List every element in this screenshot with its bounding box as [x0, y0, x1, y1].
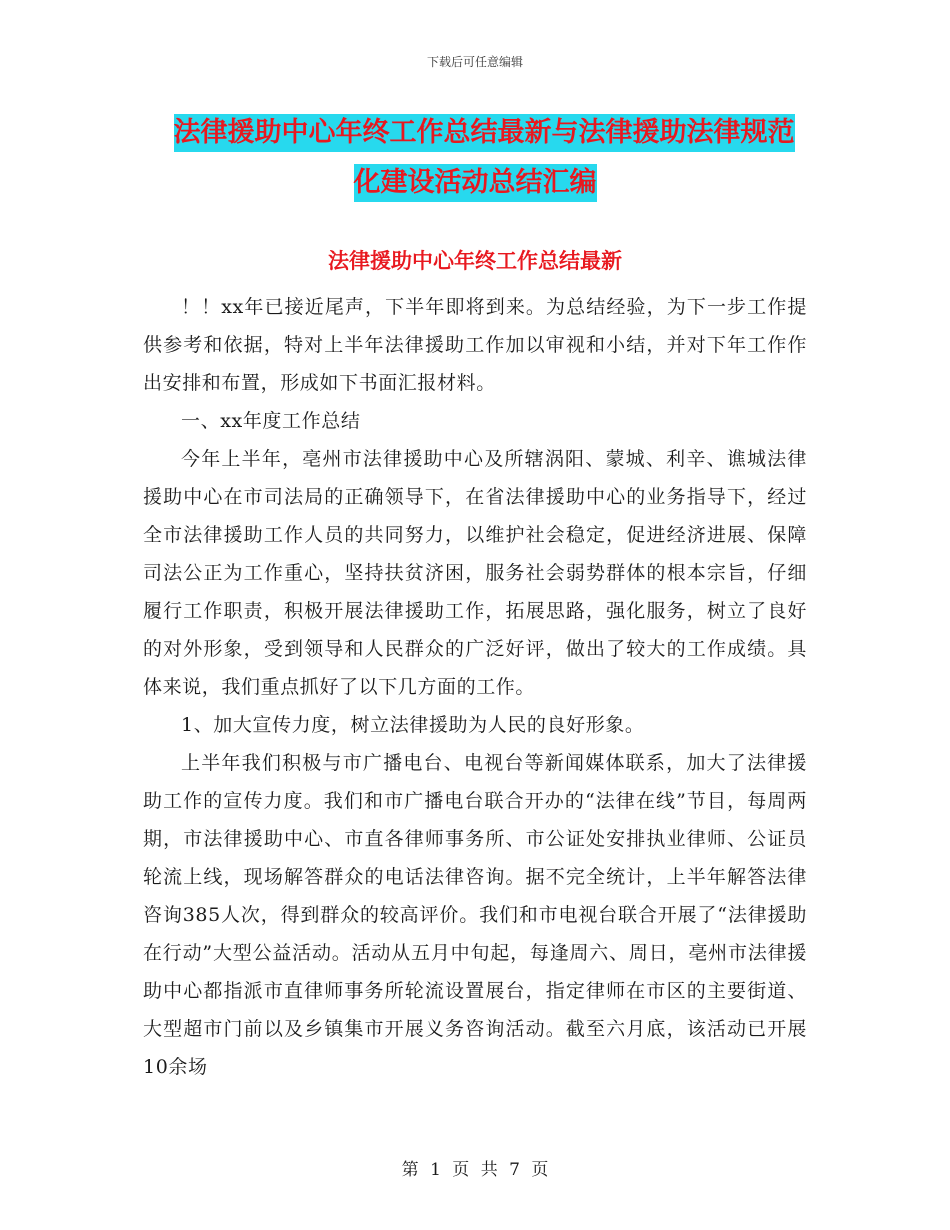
paragraph-intro: ！！xx年已接近尾声，下半年即将到来。为总结经验，为下一步工作提供参考和依据，特对上半年法律援助工作加以审视和小结，并对下年工作作出安排和布置，形成如下书面汇报材料。 — [143, 296, 807, 394]
page-header-note: 下载后可任意编辑 — [426, 55, 523, 69]
document-title-line-2: 化建设活动总结汇编 — [354, 164, 597, 202]
section-title: 法律援助中心年终工作总结最新 — [328, 249, 622, 273]
page-number: 第 1 页 共 7 页 — [401, 1160, 549, 1180]
document-title-line-1: 法律援助中心年终工作总结最新与法律援助法律规范 — [174, 114, 795, 152]
document-title — [0, 108, 950, 208]
heading-publicity: 1、加大宣传力度，树立法律援助为人民的良好形象。 — [181, 714, 645, 736]
document-body — [143, 288, 807, 1086]
paragraph-overview: 今年上半年，亳州市法律援助中心及所辖涡阳、蒙城、利辛、谯城法律援助中心在市司法局的正确领导下，在省法律援助中心的业务指导下，经过全市法律援助工作人员的共同努力，以维护社会稳定，促进经济进展、保障司法公正为工作重心，坚持扶贫济困，服务社会弱势群体的根本宗旨，仔细履行工作职责，积极开展法律援助工作，拓展思路，强化服务，树立了良好的对外形象，受到领导和人民群众的广泛好评，做出了较大的工作成绩。具体来说，我们重点抓好了以下几方面的工作。 — [143, 448, 807, 698]
paragraph-publicity: 上半年我们积极与市广播电台、电视台等新闻媒体联系，加大了法律援助工作的宣传力度。我们和市广播电台联合开办的“法律在线”节目，每周两期，市法律援助中心、市直各律师事务所、市公证处安排执业律师、公证员轮流上线，现场解答群众的电话法律咨询。据不完全统计，上半年解答法律咨询385人次，得到群众的较高评价。我们和市电视台联合开展了“法律援助在行动”大型公益活动。活动从五月中旬起，每逢周六、周日，亳州市法律援助中心都指派市直律师事务所轮流设置展台，指定律师在市区的主要街道、大型超市门前以及乡镇集市开展义务咨询活动。截至六月底，该活动已开展10余场 — [143, 752, 807, 1078]
heading-annual-summary: 一、xx年度工作总结 — [181, 410, 361, 432]
